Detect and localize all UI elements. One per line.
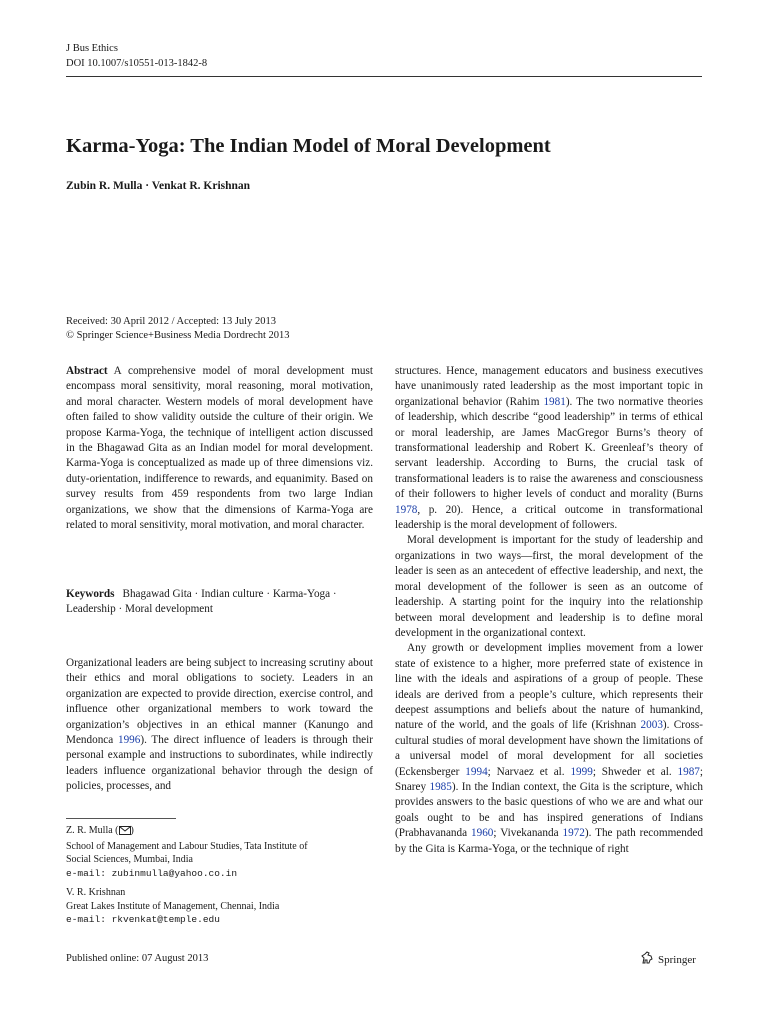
body-text: ; Shweder et al. — [592, 765, 678, 778]
body-text: ; Narvaez et al. — [487, 765, 571, 778]
keywords-text: Bhagawad Gita · Indian culture · Karma-Yoga · Leadership · Moral development — [66, 588, 337, 616]
citation-link[interactable]: 1972 — [562, 827, 585, 840]
publisher-name: Springer — [658, 953, 696, 966]
body-text: , p. 20). Hence, a critical outcome in transformational leadership is the moral development of followers. — [395, 503, 703, 532]
abstract-label: Abstract — [66, 365, 108, 377]
body-text: ; Vivekananda — [493, 827, 563, 840]
email[interactable]: e-mail: rkvenkat@temple.edu — [66, 914, 220, 925]
springer-horse-icon — [640, 951, 654, 968]
citation-link[interactable]: 1960 — [471, 827, 494, 840]
citation-link[interactable]: 1987 — [677, 765, 700, 778]
affiliation-1 — [66, 824, 308, 880]
citation-link[interactable]: 1981 — [543, 395, 566, 408]
affiliation-2 — [66, 886, 279, 927]
journal-header — [66, 41, 207, 71]
introduction — [66, 656, 373, 795]
body-text: ; Snarey — [395, 765, 703, 793]
affiliation-rule — [66, 818, 176, 819]
body-paragraph: Moral development is important for the study of leadership and organizations in two ways—first, the moral development of the leader is seen as an antecedent of effective leadership, and next, the moral development of the follower is seen as an outcome of leadership. A starting point for the inquiry into the relationship between moral development and leadership is to define moral development in the organizational context. — [395, 534, 703, 639]
citation-link[interactable]: 1999 — [570, 765, 593, 778]
header-rule — [66, 76, 702, 77]
author-name: Z. R. Mulla ( — [66, 825, 119, 836]
body-text: structures. Hence, management educators and business executives have unanimously rated leadership as the most important topic in organizational behavior (Rahim — [395, 365, 703, 408]
body-text: ). The two normative theories of leadership, which describe “good leadership” in terms of ethical or moral leadership, are James MacGregor Burns’s theory of transformational leadership and Robert K. Greenleaf’s theory of servant leadership. According to Burns, the crucial task of transformational leaders is to raise the awareness and consciousness of their followers to higher levels of conduct and morality (Burns — [395, 395, 704, 501]
citation-link[interactable]: 1996 — [117, 734, 141, 747]
publisher-logo — [640, 951, 696, 968]
received-date: Received: 30 April 2012 / Accepted: 13 July 2013 — [66, 316, 276, 327]
author-name-end: ) — [130, 825, 134, 836]
intro-text: Organizational leaders are being subject to increasing scrutiny about their ethics and moral obligations to society. Leaders in an organization are expected to provide direction, exercise control, and influence other organizational members to work toward the organization’s objectives in an ethical manner (Kanungo and Mendonca — [66, 657, 373, 747]
dates — [66, 315, 290, 343]
body-text: ). Cross-cultural studies of moral development have shown the limitations of a universal model of moral development for all societies (Eckensberger — [395, 719, 703, 778]
citation-link[interactable]: 1985 — [429, 780, 452, 793]
body-text: ). In the Indian context, the Gita is the scripture, which provides answers to the basic questions of who we are and what our goals ought to be and has inspired generations of Indians (Prabhavananda — [395, 780, 703, 840]
keywords — [66, 587, 373, 618]
keywords-label: Keywords — [66, 588, 115, 600]
body-text: Any growth or development implies movement from a lower state of existence to a higher, more preferred state of existence in line with the ideals and aspirations of a group of people. These ideals are derived from a people’s culture, which represents their deepest assumptions and beliefs about the nature of humankind, nature of the world, and the goals of life (Krishnan — [395, 642, 703, 732]
institution: Social Sciences, Mumbai, India — [66, 854, 193, 865]
abstract-text: A comprehensive model of moral development must encompass moral sensitivity, moral reasoning, moral motivation, and moral character. Western models of moral development have often failed to show validity outside the culture of their origin. We propose Karma-Yoga, the technique of intelligent action discussed in the Bhagawad Gita as an Indian model for moral development. Karma-Yoga is conceptualized as made up of three dimensions viz. duty-orientation, indifference to rewards, and equanimity. Based on survey results from 459 respondents from two large Indian organizations, we show that the dimensions of Karma-Yoga are related to moral sensitivity, moral motivation, and moral character. — [66, 365, 373, 532]
paper-title: Karma-Yoga: The Indian Model of Moral Development — [66, 135, 551, 157]
doi[interactable]: DOI 10.1007/s10551-013-1842-8 — [66, 58, 208, 69]
citation-link[interactable]: 1994 — [465, 765, 488, 778]
author-name: V. R. Krishnan — [66, 887, 126, 898]
email[interactable]: e-mail: zubinmulla@yahoo.co.in — [66, 867, 238, 879]
right-column — [395, 364, 703, 857]
body-text: ). The path recommended by the Gita is Karma-Yoga, or the technique of right — [395, 827, 703, 855]
authors: Zubin R. Mulla · Venkat R. Krishnan — [66, 180, 251, 192]
citation-link[interactable]: 2003 — [640, 719, 663, 732]
citation-link[interactable]: 1978 — [395, 503, 418, 516]
journal-name: J Bus Ethics — [66, 43, 118, 54]
published-date: Published online: 07 August 2013 — [66, 953, 209, 964]
envelope-icon[interactable] — [119, 826, 131, 840]
copyright: © Springer Science+Business Media Dordrecht 2013 — [66, 330, 290, 341]
institution: Great Lakes Institute of Management, Chennai, India — [66, 900, 280, 912]
institution: School of Management and Labour Studies, Tata Institute of — [66, 840, 308, 852]
intro-text: ). The direct influence of leaders is through their personal example and instructions to subordinates, while indirectly leaders influence organizational behavior through the design of policies, processes, and — [66, 734, 373, 793]
abstract — [66, 364, 373, 533]
